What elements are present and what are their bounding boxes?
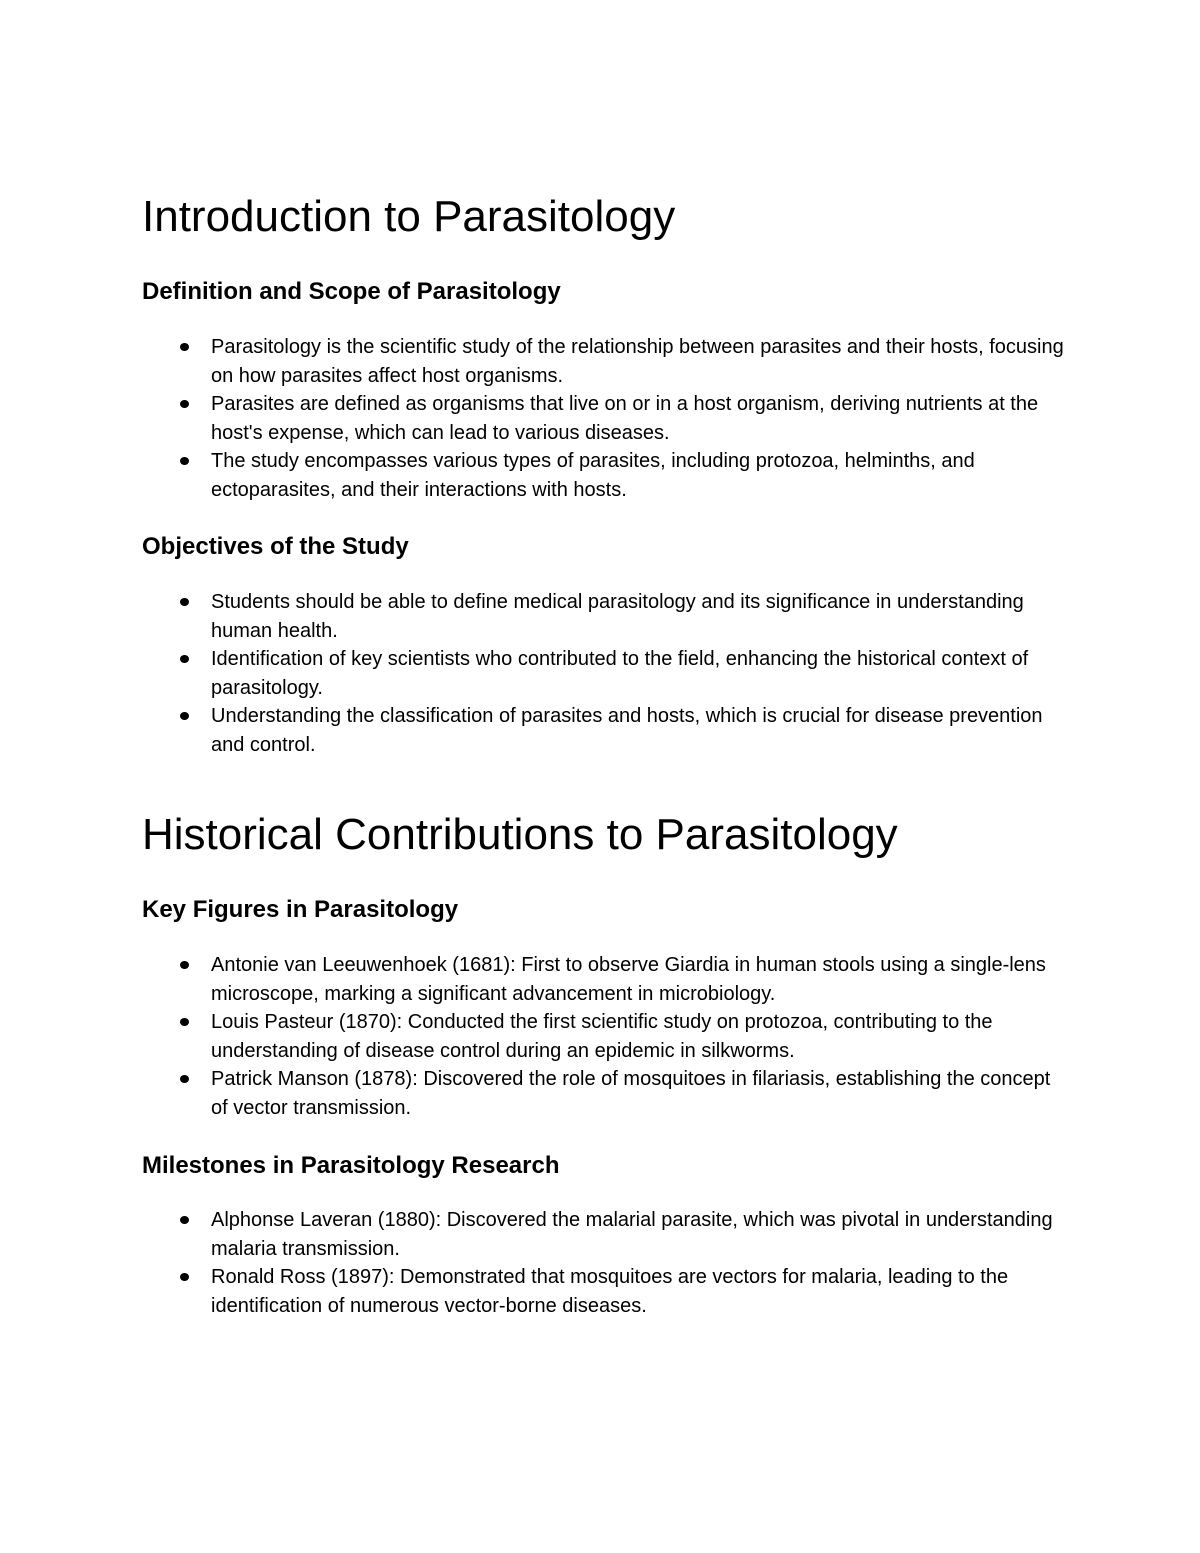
bullet-icon [180,1216,189,1224]
section-title-introduction: Introduction to Parasitology [142,192,676,241]
bullet-icon [180,712,189,720]
bullet-icon [180,400,189,408]
list-item: The study encompasses various types of parasites, including protozoa, helminths, and ectoparasites, and their interactions with hosts. [142,447,1072,504]
list-item: Ronald Ross (1897): Demonstrated that mosquitoes are vectors for malaria, leading to the identification of numerous vector-borne diseases. [142,1263,1072,1320]
heading-objectives: Objectives of the Study [142,533,409,560]
heading-milestones: Milestones in Parasitology Research [142,1152,560,1179]
bullet-icon [180,961,189,969]
list-objectives [142,588,1072,760]
bullet-icon [180,1273,189,1281]
bullet-icon [180,655,189,663]
bullet-icon [180,1018,189,1026]
list-item: Alphonse Laveran (1880): Discovered the malarial parasite, which was pivotal in understanding malaria transmission. [142,1206,1072,1263]
list-definition-scope [142,333,1072,505]
heading-key-figures: Key Figures in Parasitology [142,896,459,923]
list-item: Parasitology is the scientific study of the relationship between parasites and their hosts, focusing on how parasites affect host organisms. [142,333,1072,390]
list-milestones [142,1206,1072,1320]
heading-definition-scope: Definition and Scope of Parasitology [142,278,561,305]
list-item: Parasites are defined as organisms that live on or in a host organism, deriving nutrients at the host's expense, which can lead to various diseases. [142,390,1072,447]
bullet-icon [180,457,189,465]
bullet-icon [180,1075,189,1083]
list-item: Students should be able to define medical parasitology and its significance in understanding human health. [142,588,1072,645]
list-item: Louis Pasteur (1870): Conducted the first scientific study on protozoa, contributing to the understanding of disease control during an epidemic in silkworms. [142,1008,1072,1065]
bullet-icon [180,343,189,351]
bullet-icon [180,598,189,606]
list-item: Antonie van Leeuwenhoek (1681): First to observe Giardia in human stools using a single-lens microscope, marking a significant advancement in microbiology. [142,951,1072,1008]
list-item: Patrick Manson (1878): Discovered the role of mosquitoes in filariasis, establishing the concept of vector transmission. [142,1065,1072,1122]
section-title-historical: Historical Contributions to Parasitology [142,810,898,859]
list-key-figures [142,951,1072,1123]
list-item: Identification of key scientists who contributed to the field, enhancing the historical context of parasitology. [142,645,1072,702]
list-item: Understanding the classification of parasites and hosts, which is crucial for disease prevention and control. [142,702,1072,759]
